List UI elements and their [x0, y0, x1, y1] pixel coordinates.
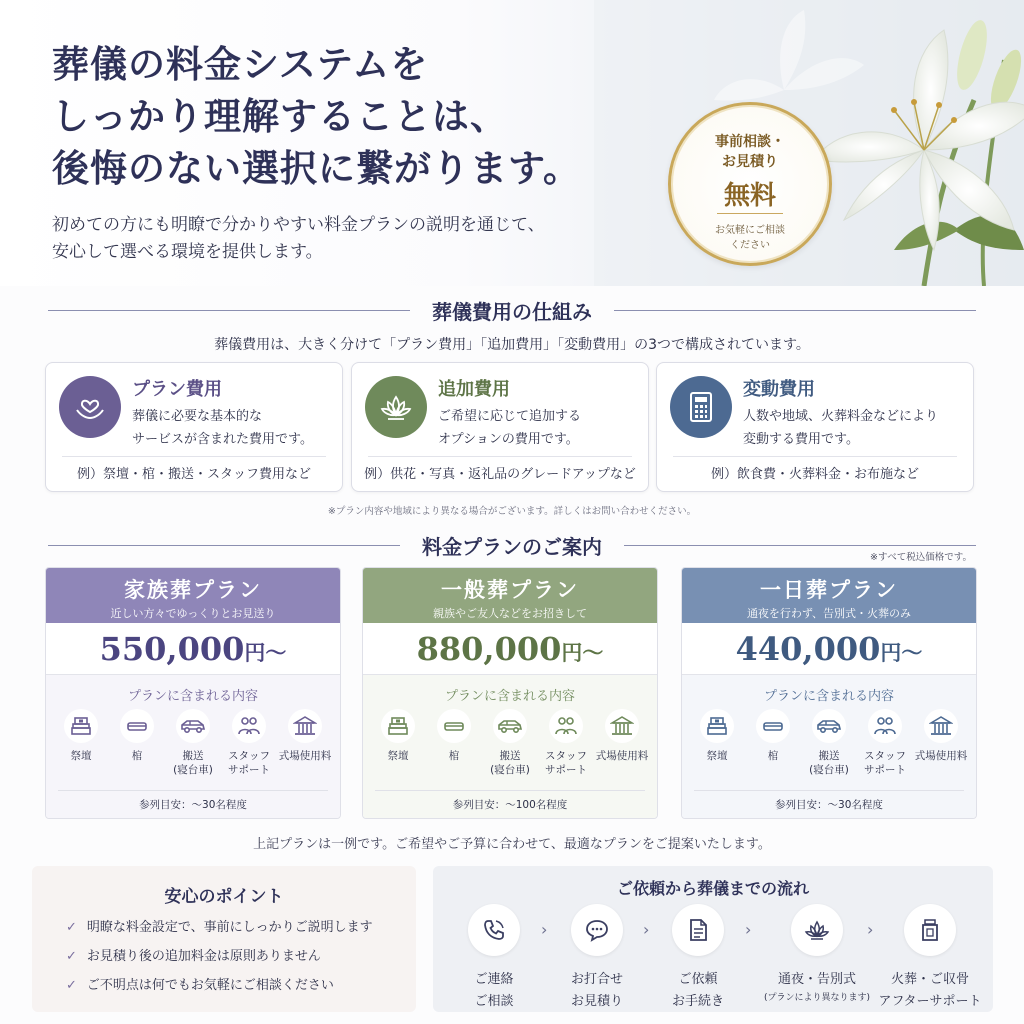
plan-item-label-line: 祭壇 — [387, 750, 409, 762]
flow-step — [643, 904, 753, 1009]
lotus-icon — [365, 376, 427, 438]
plan-included-items — [690, 709, 968, 777]
flow-step-sublabel: お見積り — [570, 994, 623, 1009]
divider — [368, 456, 632, 457]
divider — [614, 310, 976, 311]
badge-free-text: 無料 — [723, 181, 776, 211]
plan-item-label-line: 棺 — [448, 750, 460, 762]
plan-included-item — [278, 709, 332, 777]
plan-included-item — [427, 709, 481, 777]
structure-heading — [48, 295, 976, 325]
hero-title-line: 葬儀の料金システムを — [52, 42, 429, 86]
divider — [48, 310, 410, 311]
plan-attendance: 参列目安：〜30名程度 — [139, 799, 247, 811]
badge-line: お見積り — [722, 154, 778, 170]
badge-line: 事前相談・ — [715, 134, 785, 150]
hearse-icon — [493, 709, 527, 743]
structure-note: ※プラン内容や地域により異なる場合がございます。詳しくはお問い合わせください。 — [327, 506, 697, 517]
plan-item-label-line: スタッフ — [545, 750, 587, 762]
plan-price-value: 440,000 — [735, 630, 881, 668]
plan-item-label-line: (寝台車) — [490, 764, 530, 776]
cost-card-title: 追加費用 — [438, 379, 510, 400]
plan-price — [46, 623, 340, 675]
hero-banner — [0, 0, 1024, 286]
plan-item-label — [802, 749, 856, 777]
plan-price — [363, 623, 657, 675]
calculator-icon — [670, 376, 732, 438]
plan-included-label: プランに含まれる内容 — [444, 689, 575, 704]
flow-step-label: お打合せ — [570, 972, 623, 987]
chevron-right-icon: › — [643, 920, 650, 939]
plan-name: 家族葬プラン — [124, 577, 262, 602]
flow-step-sublabel: (プランにより異なります) — [763, 993, 871, 1003]
altar-icon — [381, 709, 415, 743]
plan-attendance: 参列目安：〜30名程度 — [775, 799, 883, 811]
plan-header — [46, 568, 340, 623]
structure-heading-text: 葬儀費用の仕組み — [432, 299, 592, 324]
cost-card-example: 例）飲食費・火葬料金・お布施など — [710, 467, 919, 482]
plan-item-label-line: 祭壇 — [706, 750, 728, 762]
divider — [673, 456, 957, 457]
cost-card-desc-line: 変動する費用です。 — [743, 432, 859, 447]
plan-item-label — [539, 749, 593, 777]
badge-line: ください — [730, 240, 770, 251]
hero-title-line: しっかり理解することは、 — [52, 94, 508, 138]
plan-included-items — [54, 709, 332, 777]
check-icon: ✓ — [66, 920, 77, 935]
plan-item-label-line: 棺 — [767, 750, 779, 762]
flow-step — [439, 904, 549, 1009]
flow-step — [542, 904, 652, 1009]
divider — [62, 456, 326, 457]
divider — [694, 790, 964, 791]
cost-card-plan — [45, 362, 343, 492]
plan-price-value: 550,000 — [99, 630, 245, 668]
plan-included-item — [371, 709, 425, 777]
assurance-item — [66, 945, 321, 964]
plan-included-item — [539, 709, 593, 777]
flow-step-label: 火葬・ご収骨 — [890, 972, 969, 987]
plan-item-label-line: 式場使用料 — [595, 750, 649, 762]
phone-icon — [468, 904, 520, 956]
chevron-right-icon: › — [541, 920, 548, 939]
flow-panel — [433, 866, 993, 1012]
hands-heart-icon — [59, 376, 121, 438]
cost-card-desc-line: ご希望に応じて追加する — [438, 409, 582, 424]
plan-tagline: 通夜を行わず、告別式・火葬のみ — [746, 607, 912, 620]
plan-item-label-line: 式場使用料 — [278, 750, 332, 762]
check-icon: ✓ — [66, 978, 77, 993]
staff-icon — [868, 709, 902, 743]
plan-included-item — [483, 709, 537, 777]
flow-title: ご依頼から葬儀までの流れ — [616, 879, 809, 898]
cost-card-desc-line: サービスが含まれた費用です。 — [132, 432, 313, 447]
chevron-right-icon: › — [745, 920, 752, 939]
tax-note: ※すべて税込価格です。 — [869, 552, 972, 563]
plan-included-item — [690, 709, 744, 777]
divider — [58, 790, 328, 791]
flow-step — [871, 904, 989, 1009]
plan-header — [363, 568, 657, 623]
plans-heading-text: 料金プランのご案内 — [422, 534, 602, 559]
staff-icon — [232, 709, 266, 743]
plan-name: 一般葬プラン — [441, 577, 579, 602]
plan-included-items — [371, 709, 649, 777]
plan-item-label-line: 祭壇 — [70, 750, 92, 762]
plan-item-label — [483, 749, 537, 777]
assurance-panel — [32, 866, 416, 1012]
staff-icon — [549, 709, 583, 743]
plan-price-value: 880,000 — [416, 630, 562, 668]
plan-card — [362, 567, 658, 819]
plan-included-item — [110, 709, 164, 777]
divider — [375, 790, 645, 791]
cost-card-desc-line: 人数や地域、火葬料金などにより — [743, 409, 939, 424]
plan-item-label — [746, 749, 800, 763]
plan-card — [45, 567, 341, 819]
plans-footer: 上記プランは一例です。ご希望やご予算に合わせて、最適なプランをご提案いたします。 — [253, 837, 771, 852]
cost-card-desc-line: 葬儀に必要な基本的な — [132, 409, 263, 424]
plan-item-label — [595, 749, 649, 763]
assurance-title: 安心のポイント — [164, 887, 284, 907]
plan-body — [46, 675, 340, 818]
plan-included-item — [166, 709, 220, 777]
plans-heading — [48, 530, 976, 560]
structure-intro: 葬儀費用は、大きく分けて「プラン費用」「追加費用」「変動費用」の3つで構成されています。 — [214, 337, 810, 353]
hero-title — [52, 38, 672, 194]
badge-line: お気軽にご相談 — [715, 225, 785, 236]
plan-price — [682, 623, 976, 675]
flow-step-label: ご連絡 — [474, 972, 514, 987]
plan-item-label-line: 搬送 — [499, 750, 521, 762]
plan-item-label-line: サポート — [864, 764, 906, 776]
plan-price-unit: 円〜 — [561, 640, 604, 665]
assurance-item-text: お見積り後の追加料金は原則ありません — [86, 949, 321, 964]
coffin-icon — [120, 709, 154, 743]
plan-body — [363, 675, 657, 818]
altar-icon — [700, 709, 734, 743]
cost-card-desc-line: オプションの費用です。 — [438, 432, 579, 447]
hero-subtitle-line: 安心して選べる環境を提供します。 — [52, 242, 323, 262]
divider — [624, 545, 976, 546]
cost-card-additional — [351, 362, 649, 492]
flow-step-label: 通夜・告別式 — [777, 972, 856, 987]
plan-item-label-line: サポート — [545, 764, 587, 776]
plan-item-label — [222, 749, 276, 777]
hero-subtitle-line: 初めての方にも明瞭で分かりやすい料金プランの説明を通じて、 — [52, 215, 545, 235]
flow-step — [755, 904, 879, 1003]
chat-icon — [571, 904, 623, 956]
plan-body — [682, 675, 976, 818]
cost-card-example: 例）祭壇・棺・搬送・スタッフ費用など — [76, 467, 311, 482]
plan-item-label-line: スタッフ — [228, 750, 270, 762]
cost-card-desc — [132, 405, 313, 451]
plan-item-label — [54, 749, 108, 763]
plan-included-item — [222, 709, 276, 777]
plan-included-item — [802, 709, 856, 777]
plan-item-label-line: 搬送 — [818, 750, 840, 762]
plan-item-label — [427, 749, 481, 763]
cost-card-desc — [438, 405, 581, 451]
plan-item-label — [858, 749, 912, 777]
plan-item-label — [914, 749, 968, 763]
plan-name: 一日葬プラン — [760, 577, 898, 602]
plan-tagline: 親族やご友人などをお招きして — [433, 607, 587, 620]
chevron-right-icon: › — [867, 920, 874, 939]
plan-item-label-line: 搬送 — [182, 750, 204, 762]
plan-card — [681, 567, 977, 819]
plan-item-label-line: (寝台車) — [809, 764, 849, 776]
assurance-item — [66, 974, 334, 993]
plan-attendance: 参列目安：〜100名程度 — [452, 799, 568, 811]
cost-card-example: 例）供花・写真・返礼品のグレードアップなど — [364, 467, 636, 482]
urn-icon — [904, 904, 956, 956]
plan-price-unit: 円〜 — [880, 640, 923, 665]
plan-included-label: プランに含まれる内容 — [127, 689, 258, 704]
plan-item-label-line: 式場使用料 — [914, 750, 968, 762]
hearse-icon — [176, 709, 210, 743]
lotus-icon — [791, 904, 843, 956]
plan-item-label-line: サポート — [228, 764, 270, 776]
flow-step-sublabel: ご相談 — [474, 994, 514, 1009]
plan-tagline: 近しい方々でゆっくりとお見送り — [110, 607, 276, 620]
plan-price-unit: 円〜 — [244, 640, 287, 665]
hero-title-line: 後悔のない選択に繋がります。 — [52, 146, 582, 190]
badge-divider — [717, 213, 783, 214]
assurance-item — [66, 916, 373, 935]
flow-step-sublabel: お手続き — [671, 994, 724, 1009]
coffin-icon — [437, 709, 471, 743]
flow-step-label: ご依頼 — [678, 972, 718, 987]
assurance-item-text: ご不明点は何でもお気軽にご相談ください — [86, 978, 334, 993]
plan-item-label — [110, 749, 164, 763]
plan-included-item — [54, 709, 108, 777]
hall-icon — [924, 709, 958, 743]
plan-header — [682, 568, 976, 623]
hearse-icon — [812, 709, 846, 743]
plan-included-label: プランに含まれる内容 — [763, 689, 894, 704]
free-consultation-badge — [668, 102, 832, 266]
document-icon — [672, 904, 724, 956]
divider — [48, 545, 400, 546]
plan-item-label-line: スタッフ — [864, 750, 906, 762]
plan-included-item — [858, 709, 912, 777]
flow-step-sublabel: アフターサポート — [878, 994, 982, 1009]
hall-icon — [605, 709, 639, 743]
assurance-item-text: 明瞭な料金設定で、事前にしっかりご説明します — [86, 920, 373, 935]
plan-item-label-line: 棺 — [131, 750, 143, 762]
cost-card-title: プラン費用 — [132, 379, 222, 400]
plan-included-item — [746, 709, 800, 777]
plan-item-label — [690, 749, 744, 763]
cost-card-variable — [656, 362, 974, 492]
plan-included-item — [595, 709, 649, 777]
plan-item-label — [371, 749, 425, 763]
coffin-icon — [756, 709, 790, 743]
hall-icon — [288, 709, 322, 743]
check-icon: ✓ — [66, 949, 77, 964]
altar-icon — [64, 709, 98, 743]
cost-card-title: 変動費用 — [743, 379, 815, 400]
cost-card-desc — [743, 405, 938, 451]
plan-included-item — [914, 709, 968, 777]
plan-item-label — [166, 749, 220, 777]
plan-item-label-line: (寝台車) — [173, 764, 213, 776]
plan-item-label — [278, 749, 332, 763]
